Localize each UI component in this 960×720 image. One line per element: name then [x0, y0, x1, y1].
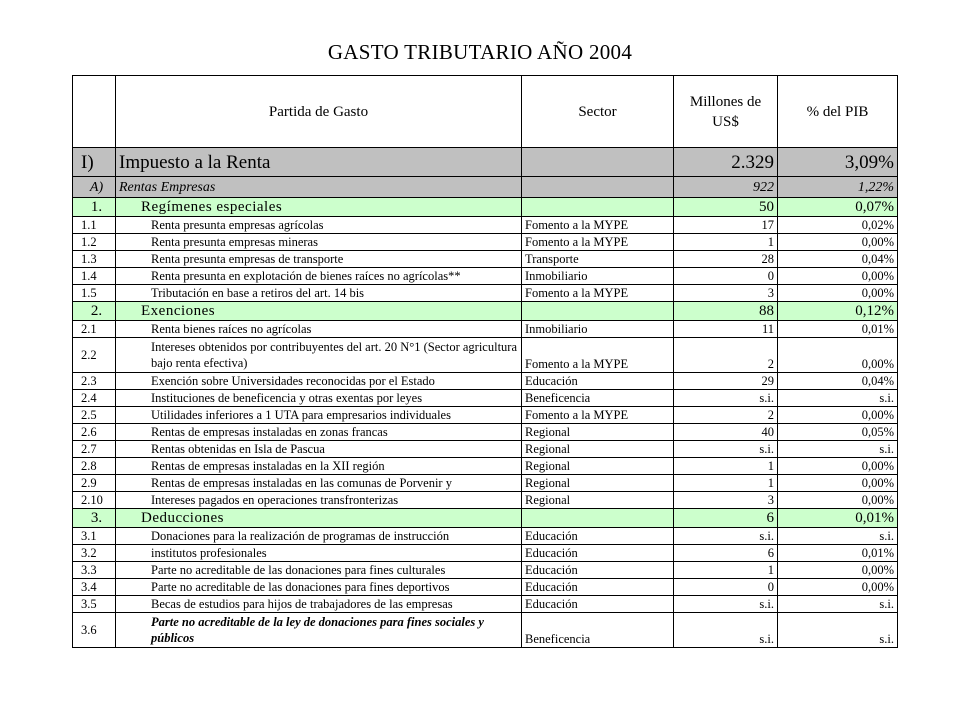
- row-millones: 1: [674, 475, 778, 492]
- row-pib: 0,00%: [778, 562, 898, 579]
- row-pib: 0,00%: [778, 475, 898, 492]
- row-pib: 0,01%: [778, 509, 898, 528]
- table-row: [73, 579, 898, 596]
- table-row: [73, 234, 898, 251]
- table-row: [73, 528, 898, 545]
- row-id: 1.5: [73, 285, 116, 302]
- row-id: 3.3: [73, 562, 116, 579]
- row-pib: 0,00%: [778, 579, 898, 596]
- row-millones: 1: [674, 562, 778, 579]
- row-pib: s.i.: [778, 613, 898, 648]
- row-sector: Beneficencia: [522, 390, 674, 407]
- table-row: [73, 424, 898, 441]
- row-pib: 0,00%: [778, 234, 898, 251]
- row-label: Intereses obtenidos por contribuyentes del art. 20 N°1 (Sector agricultura bajo renta efectiva): [116, 338, 522, 373]
- row-millones: 88: [674, 302, 778, 321]
- row-pib: 1,22%: [778, 177, 898, 198]
- row-sector: Educación: [522, 596, 674, 613]
- row-millones: 11: [674, 321, 778, 338]
- row-sector: Educación: [522, 579, 674, 596]
- row-sector: [522, 302, 674, 321]
- row-sector: Fomento a la MYPE: [522, 407, 674, 424]
- row-label: Exenciones: [116, 302, 522, 321]
- table-row: [73, 148, 898, 177]
- table-row: [73, 509, 898, 528]
- row-label: Impuesto a la Renta: [116, 148, 522, 177]
- row-label: Instituciones de beneficencia y otras exentas por leyes: [116, 390, 522, 407]
- row-id: 2.2: [73, 338, 116, 373]
- row-millones: 6: [674, 545, 778, 562]
- row-millones: 29: [674, 373, 778, 390]
- row-id: 2.: [73, 302, 116, 321]
- row-sector: Regional: [522, 492, 674, 509]
- row-millones: 50: [674, 198, 778, 217]
- row-label: Parte no acreditable de la ley de donaciones para fines sociales y públicos: [116, 613, 522, 648]
- row-id: 2.4: [73, 390, 116, 407]
- row-pib: 0,04%: [778, 251, 898, 268]
- row-millones: 0: [674, 579, 778, 596]
- row-sector: Educación: [522, 528, 674, 545]
- row-sector: Inmobiliario: [522, 321, 674, 338]
- row-sector: Regional: [522, 458, 674, 475]
- row-sector: [522, 509, 674, 528]
- row-id: 2.5: [73, 407, 116, 424]
- table-row: [73, 492, 898, 509]
- row-label: Parte no acreditable de las donaciones para fines deportivos: [116, 579, 522, 596]
- row-id: 3.: [73, 509, 116, 528]
- row-sector: [522, 198, 674, 217]
- row-id: 2.8: [73, 458, 116, 475]
- row-id: 3.2: [73, 545, 116, 562]
- row-label: Renta presunta empresas de transporte: [116, 251, 522, 268]
- table-row: [73, 302, 898, 321]
- row-millones: 6: [674, 509, 778, 528]
- row-id: 3.6: [73, 613, 116, 648]
- row-millones: 2.329: [674, 148, 778, 177]
- row-id: 2.1: [73, 321, 116, 338]
- row-pib: 0,00%: [778, 492, 898, 509]
- row-millones: s.i.: [674, 596, 778, 613]
- table-row: [73, 373, 898, 390]
- row-label: Rentas de empresas instaladas en la XII región: [116, 458, 522, 475]
- row-label: Rentas de empresas instaladas en zonas francas: [116, 424, 522, 441]
- row-sector: Regional: [522, 441, 674, 458]
- table-row: [73, 613, 898, 648]
- row-millones: s.i.: [674, 613, 778, 648]
- row-pib: s.i.: [778, 528, 898, 545]
- row-label: Renta presunta en explotación de bienes raíces no agrícolas**: [116, 268, 522, 285]
- row-pib: s.i.: [778, 596, 898, 613]
- row-id: 3.1: [73, 528, 116, 545]
- row-sector: Fomento a la MYPE: [522, 338, 674, 373]
- row-label: Deducciones: [116, 509, 522, 528]
- row-millones: s.i.: [674, 528, 778, 545]
- header-pib: % del PIB: [778, 76, 898, 148]
- row-sector: Fomento a la MYPE: [522, 234, 674, 251]
- row-sector: Fomento a la MYPE: [522, 217, 674, 234]
- row-id: 1.4: [73, 268, 116, 285]
- row-id: A): [73, 177, 116, 198]
- row-pib: s.i.: [778, 441, 898, 458]
- row-millones: 40: [674, 424, 778, 441]
- row-millones: 2: [674, 338, 778, 373]
- row-sector: [522, 177, 674, 198]
- row-id: 1.1: [73, 217, 116, 234]
- row-millones: s.i.: [674, 390, 778, 407]
- row-id: 3.5: [73, 596, 116, 613]
- row-pib: 0,00%: [778, 407, 898, 424]
- row-sector: Educación: [522, 562, 674, 579]
- row-pib: 0,12%: [778, 302, 898, 321]
- row-pib: 0,00%: [778, 338, 898, 373]
- row-sector: Fomento a la MYPE: [522, 285, 674, 302]
- row-millones: 1: [674, 458, 778, 475]
- table-row: [73, 458, 898, 475]
- table-row: [73, 407, 898, 424]
- row-label: Parte no acreditable de las donaciones para fines culturales: [116, 562, 522, 579]
- table-row: [73, 545, 898, 562]
- row-millones: 1: [674, 234, 778, 251]
- table-row: [73, 338, 898, 373]
- row-sector: Transporte: [522, 251, 674, 268]
- row-pib: 0,05%: [778, 424, 898, 441]
- table-row: [73, 177, 898, 198]
- row-millones: 28: [674, 251, 778, 268]
- row-pib: 0,01%: [778, 545, 898, 562]
- row-label: Donaciones para la realización de programas de instrucción: [116, 528, 522, 545]
- row-label: Intereses pagados en operaciones transfronterizas: [116, 492, 522, 509]
- row-millones: 0: [674, 268, 778, 285]
- header-sector: Sector: [522, 76, 674, 148]
- header-blank: [73, 76, 116, 148]
- row-pib: 0,00%: [778, 285, 898, 302]
- row-sector: Educación: [522, 545, 674, 562]
- table-row: [73, 268, 898, 285]
- row-pib: 0,00%: [778, 458, 898, 475]
- row-id: 2.10: [73, 492, 116, 509]
- table-header-row: [73, 76, 898, 148]
- row-sector: Regional: [522, 424, 674, 441]
- row-id: 3.4: [73, 579, 116, 596]
- table-row: [73, 390, 898, 407]
- row-id: I): [73, 148, 116, 177]
- table-row: [73, 198, 898, 217]
- row-label: Renta presunta empresas mineras: [116, 234, 522, 251]
- row-pib: 0,02%: [778, 217, 898, 234]
- row-label: Exención sobre Universidades reconocidas por el Estado: [116, 373, 522, 390]
- row-label: institutos profesionales: [116, 545, 522, 562]
- row-label: Utilidades inferiores a 1 UTA para empresarios individuales: [116, 407, 522, 424]
- row-millones: 922: [674, 177, 778, 198]
- row-id: 2.3: [73, 373, 116, 390]
- row-label: Rentas Empresas: [116, 177, 522, 198]
- row-label: Rentas de empresas instaladas en las comunas de Porvenir y: [116, 475, 522, 492]
- row-id: 2.7: [73, 441, 116, 458]
- row-millones: 2: [674, 407, 778, 424]
- row-id: 1.: [73, 198, 116, 217]
- row-label: Becas de estudios para hijos de trabajadores de las empresas: [116, 596, 522, 613]
- row-label: Regímenes especiales: [116, 198, 522, 217]
- row-id: 2.6: [73, 424, 116, 441]
- row-label: Renta bienes raíces no agrícolas: [116, 321, 522, 338]
- header-millones: Millones de US$: [674, 76, 778, 148]
- header-partida: Partida de Gasto: [116, 76, 522, 148]
- table-row: [73, 285, 898, 302]
- row-millones: 3: [674, 285, 778, 302]
- row-millones: 17: [674, 217, 778, 234]
- row-millones: 3: [674, 492, 778, 509]
- table-row: [73, 441, 898, 458]
- row-millones: s.i.: [674, 441, 778, 458]
- table-row: [73, 596, 898, 613]
- row-label: Rentas obtenidas en Isla de Pascua: [116, 441, 522, 458]
- row-id: 1.3: [73, 251, 116, 268]
- table-row: [73, 321, 898, 338]
- row-label: Tributación en base a retiros del art. 14 bis: [116, 285, 522, 302]
- table-row: [73, 475, 898, 492]
- row-sector: Inmobiliario: [522, 268, 674, 285]
- page-title: GASTO TRIBUTARIO AÑO 2004: [327, 40, 633, 64]
- table-row: [73, 217, 898, 234]
- row-label: Renta presunta empresas agrícolas: [116, 217, 522, 234]
- row-id: 1.2: [73, 234, 116, 251]
- row-sector: Educación: [522, 373, 674, 390]
- tax-expenditure-table: [72, 75, 898, 648]
- row-sector: Beneficencia: [522, 613, 674, 648]
- row-pib: 0,04%: [778, 373, 898, 390]
- row-sector: [522, 148, 674, 177]
- row-pib: 3,09%: [778, 148, 898, 177]
- row-pib: s.i.: [778, 390, 898, 407]
- table-row: [73, 562, 898, 579]
- row-pib: 0,00%: [778, 268, 898, 285]
- row-id: 2.9: [73, 475, 116, 492]
- row-pib: 0,01%: [778, 321, 898, 338]
- row-sector: Regional: [522, 475, 674, 492]
- row-pib: 0,07%: [778, 198, 898, 217]
- table-row: [73, 251, 898, 268]
